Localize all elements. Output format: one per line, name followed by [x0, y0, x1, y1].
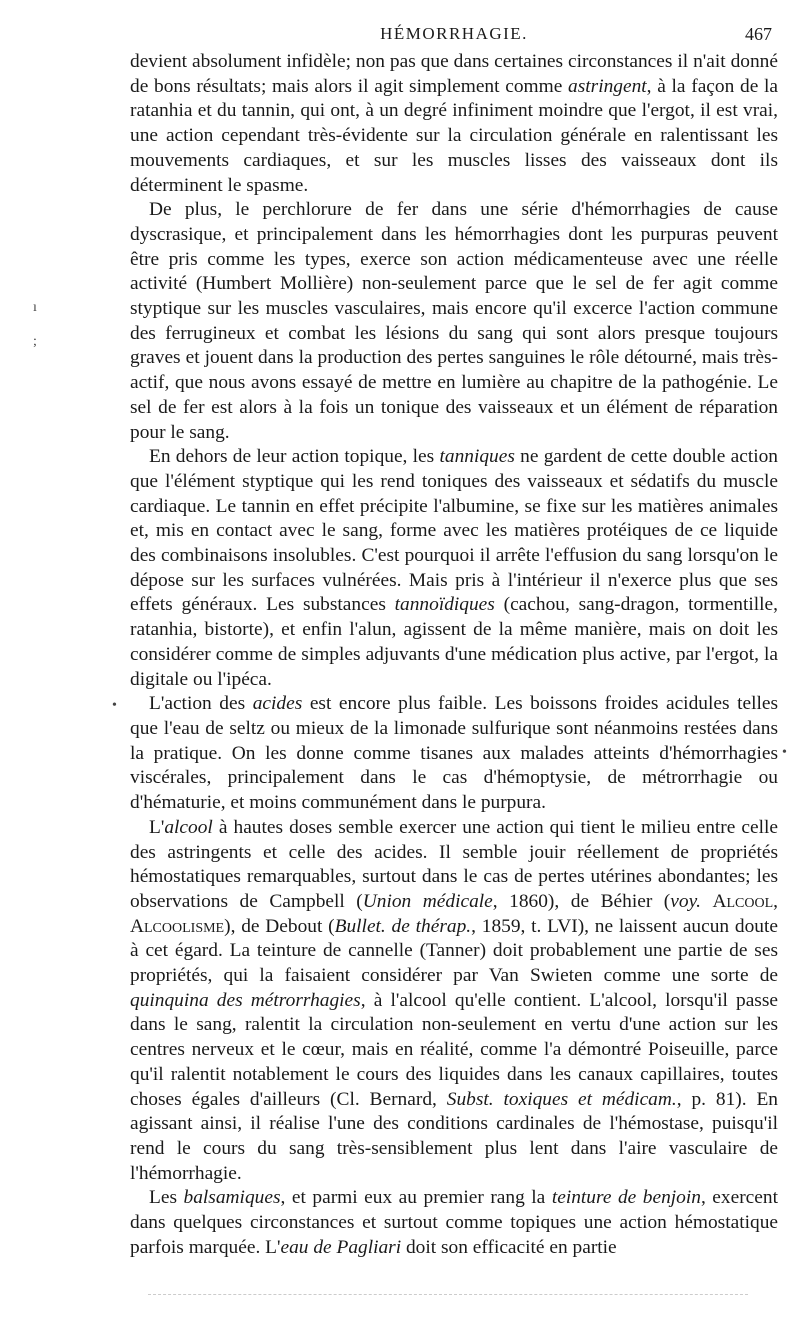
italic-text: Bullet. de thérap.	[334, 915, 472, 937]
text-run: , 1859, t. LVI), ne laissent aucun doute à cet égard. La teinture de cannelle (Tanner) doit probablement une partie de ses propriétés, qui la faisaient considérer par Van Swieten comme une sorte de	[130, 915, 778, 987]
body-text	[130, 50, 778, 1260]
margin-mark: •	[112, 698, 117, 713]
margin-mark: ı	[33, 300, 37, 315]
italic-text: Union médicale	[362, 890, 493, 912]
paragraph	[130, 1186, 778, 1260]
text-run: L'action des	[149, 693, 253, 715]
running-title: HÉMORRHAGIE.	[380, 24, 528, 43]
document-page	[130, 18, 778, 1260]
text-run: , p. 81). En agissant ainsi, il réalise l'une des conditions cardinales de l'hémostase, puisqu'il rend le cours du sang très-sensiblement plus lent dans l'aire vasculaire de l'hémorrhagie.	[130, 1088, 779, 1184]
text-run: ), de Debout (	[224, 915, 335, 937]
running-head	[130, 18, 778, 50]
paragraph	[130, 445, 778, 692]
paragraph	[130, 198, 778, 445]
text-run: , et parmi eux au premier rang la	[280, 1187, 552, 1209]
paragraph	[130, 692, 778, 816]
text-run: (cachou, sang-dragon, tormentille, ratanhia, bistorte), et enfin l'alun, agissent de la même manière, mais on doit les considérer comme de simples adjuvants d'une médication plus active, par l'ergot, la digitale ou l'ipéca.	[130, 594, 779, 690]
text-run: ne gardent de cette double action que l'élément styptique qui les rend toniques des vaisseaux et sédatifs du muscle cardiaque. Le tannin en effet précipite l'albumine, se fixe sur les matières animales et, mis en contact avec le sang, forme avec les matières protéiques de ce liquide des combinaisons insolubles. C'est pourquoi il arrête l'effusion du sang lorsqu'on le dépose sur les surfaces vulnérées. Mais pris à l'intérieur il n'exerce plus que ses effets généraux. Les substances	[130, 446, 778, 616]
italic-text: Subst. toxiques et médicam.	[446, 1088, 677, 1110]
italic-text: astringent	[568, 75, 647, 97]
text-run: De plus, le perchlorure de fer dans une série d'hémorrhagies de cause dyscrasique, et principalement dans les hémorrhagies dont les purpuras peuvent être pris comme les types, exerce son action médicamenteuse avec une réelle activité (Humbert Mollière) non-seulement parce que le sel de fer agit comme styptique sur les muscles vasculaires, mais encore qu'il excerce l'action commune des ferrugineux et combat les lésions du sang qui sont alors presque toujours graves et jouent dans la production des pertes sanguines le rôle détourné, mais très-actif, que nous avons essayé de mettre en lumière au chapitre de la pathogénie. Le sel de fer est alors à la fois un tonique des vaisseaux et un élément de réparation pour le sang.	[130, 199, 778, 443]
text-run: , exercent dans quelques circonstances et surtout comme topiques une action hémostatique parfois marquée. L'	[130, 1187, 778, 1258]
margin-mark: ;	[33, 334, 37, 349]
italic-text: alcool	[164, 816, 213, 838]
text-run: à hautes doses semble exercer une action qui tient le milieu entre celle des astringents et celle des acides. Il semble jouir réellement de propriétés hémostatiques remarquables, surtout dans le cas de pertes utérines abondantes; les observations de Campbell (	[130, 816, 778, 912]
footer-rule	[148, 1294, 748, 1295]
italic-text: quinquina des métrorrhagies	[130, 989, 361, 1011]
italic-text: eau de Pagliari	[280, 1236, 402, 1258]
italic-text: tanniques	[439, 446, 515, 468]
paragraph	[130, 816, 778, 1187]
paragraph	[130, 50, 778, 198]
text-run	[701, 891, 713, 912]
text-run: L'	[149, 816, 165, 838]
text-run: est encore plus faible. Les boissons froides acidules telles que l'eau de seltz ou mieux de la limonade sulfurique sont néanmoins restées dans la pratique. On les donne comme tisanes aux malades atteints d'hémorrhagies viscérales, principalement dans le cas d'hémoptysie, de métrorrhagie ou d'hématurie, et moins communément dans le purpura.	[130, 693, 778, 814]
page-number: 467	[745, 24, 772, 44]
text-run: , à l'alcool qu'elle contient. L'alcool, lorsqu'il passe dans le sang, ralentit la circulation non-seulement en vertu d'une action sur les centres nerveux et le cœur, mais en réalité, comme l'a démontré Poiseuille, parce qu'il ralentit notablement le cours des liquides dans les canaux capillaires, toutes choses égales d'ailleurs (Cl. Bernard,	[130, 989, 779, 1110]
text-run: En dehors de leur action topique, les	[149, 446, 440, 468]
small-caps-text: Alcool, Alcoolisme	[130, 890, 778, 937]
italic-text: teinture de benjoin	[551, 1187, 701, 1209]
text-run: devient absolument infidèle; non pas que dans certaines circonstances il n'ait donné de bons résultats; mais alors il agit simplement comme	[130, 51, 778, 97]
margin-mark: •	[782, 745, 787, 760]
text-run: , 1860), de Béhier (	[492, 890, 671, 912]
text-run: , à la façon de la ratanhia et du tannin, qui ont, à un degré infiniment moindre que l'ergot, il est vrai, une action cependant très-évidente sur la circulation générale en ralentissant les mouvements cardiaques, et sur les muscles lisses des vaisseaux dont ils déterminent le spasme.	[130, 75, 779, 196]
italic-text: tannoïdiques	[394, 594, 495, 616]
italic-text: balsamiques	[183, 1187, 281, 1209]
text-run: Les	[149, 1187, 184, 1209]
text-run: doit son efficacité en partie	[401, 1236, 617, 1258]
italic-text: voy.	[670, 890, 701, 912]
italic-text: acides	[252, 693, 303, 715]
